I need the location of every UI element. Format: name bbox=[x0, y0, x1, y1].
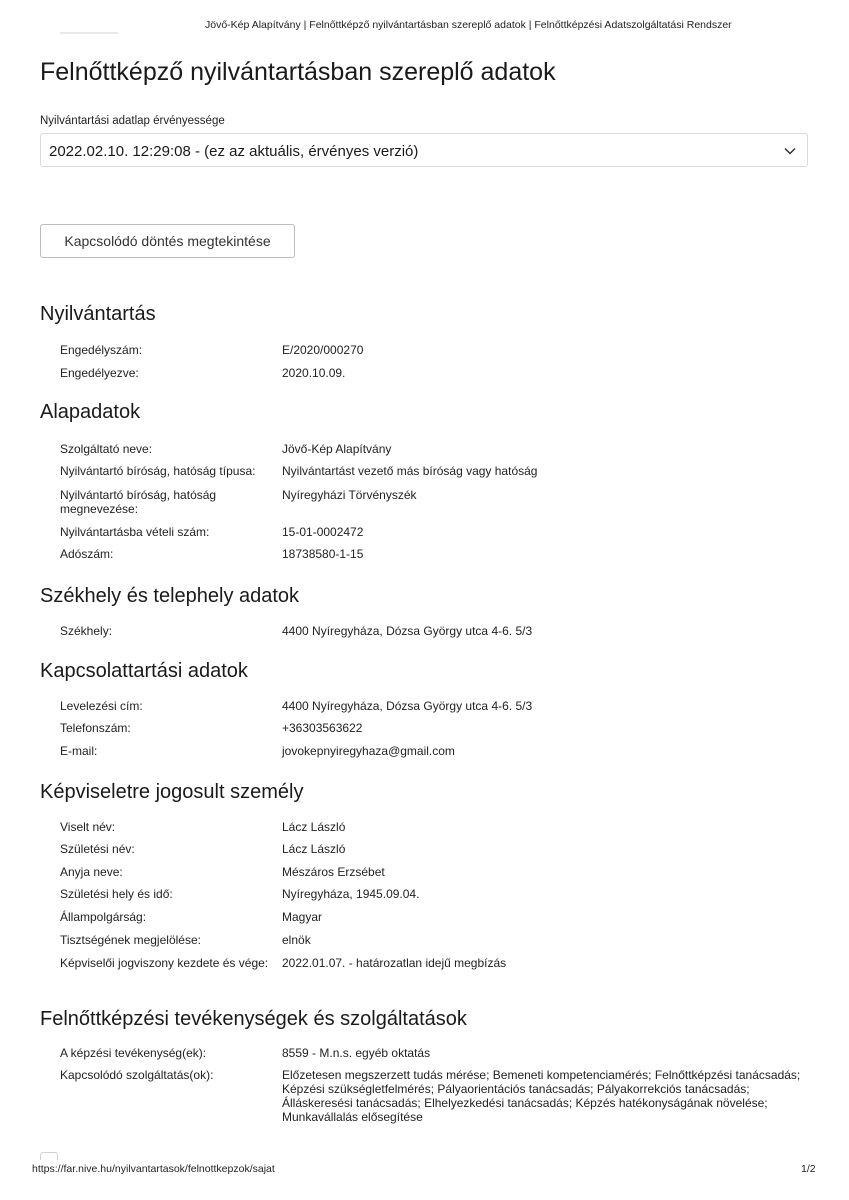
row-label: Levelezési cím: bbox=[60, 699, 143, 713]
row-label: Engedélyezve: bbox=[60, 366, 139, 380]
section-title-seat: Székhely és telephely adatok bbox=[40, 585, 300, 607]
section-title-contact: Kapcsolattartási adatok bbox=[40, 660, 248, 682]
row-label: A képzési tevékenység(ek): bbox=[60, 1046, 207, 1060]
row-value: 4400 Nyíregyháza, Dózsa György utca 4-6. 5/3 bbox=[282, 699, 533, 713]
print-header-text: Jövő-Kép Alapítvány | Felnőttképző nyilvántartásban szereplő adatok | Felnőttképzési Adatszolgáltatási Rendszer bbox=[205, 19, 732, 31]
row-value: Előzetesen megszerzett tudás mérése; Bemeneti kompetenciamérés; Felnőttképzési tanácsadás; Képzési szükségletfelmérés; Pályaorientációs tanácsadás; Pályakorrekciós tanácsadás; Álláskeresési tanácsadás; Elhelyezkedési tanácsadás; Képzés hatékonyságának növelése; Munkavállalás elősegítése bbox=[282, 1068, 801, 1124]
row-label: Telefonszám: bbox=[60, 721, 131, 735]
row-value: 4400 Nyíregyháza, Dózsa György utca 4-6. 5/3 bbox=[282, 624, 533, 638]
row-value: Nyilvántartást vezető más bíróság vagy hatóság bbox=[282, 464, 538, 478]
row-value: 2020.10.09. bbox=[282, 366, 346, 380]
row-label: Nyilvántartásba vételi szám: bbox=[60, 525, 210, 539]
header-smudge bbox=[60, 32, 118, 34]
print-header bbox=[0, 19, 849, 33]
row-label: Anyja neve: bbox=[60, 865, 123, 879]
row-label: Születési név: bbox=[60, 842, 135, 856]
row-label: E-mail: bbox=[60, 744, 98, 758]
footer-page-number: 1/2 bbox=[801, 1163, 816, 1175]
row-label: Kapcsolódó szolgáltatás(ok): bbox=[60, 1068, 214, 1082]
row-value: Jövő-Kép Alapítvány bbox=[282, 442, 392, 456]
row-label: Képviselői jogviszony kezdete és vége: bbox=[60, 956, 269, 970]
footer-url: https://far.nive.hu/nyilvantartasok/felnottkepzok/sajat bbox=[32, 1163, 275, 1175]
section-title-activities: Felnőttképzési tevékenységek és szolgáltatások bbox=[40, 1008, 467, 1030]
row-value: 8559 - M.n.s. egyéb oktatás bbox=[282, 1046, 431, 1060]
row-value: 18738580-1-15 bbox=[282, 547, 364, 561]
page-title: Felnőttképző nyilvántartásban szereplő adatok bbox=[40, 58, 556, 86]
section-title-representative: Képviseletre jogosult személy bbox=[40, 781, 304, 803]
row-label: Nyilvántartó bíróság, hatóság típusa: bbox=[60, 464, 256, 478]
row-value: elnök bbox=[282, 933, 311, 947]
row-label: Születési hely és idő: bbox=[60, 887, 173, 901]
row-value: 15-01-0002472 bbox=[282, 525, 364, 539]
row-value: +36303563622 bbox=[282, 721, 363, 735]
row-value: 2022.01.07. - határozatlan idejű megbízás bbox=[282, 956, 507, 970]
row-label: Állampolgárság: bbox=[60, 910, 147, 924]
section-title-registration: Nyilvántartás bbox=[40, 303, 156, 325]
validity-selected-value: 2022.02.10. 12:29:08 - (ez az aktuális, érvényes verzió) bbox=[49, 143, 419, 160]
row-label: Engedélyszám: bbox=[60, 343, 143, 357]
row-value: Mészáros Erzsébet bbox=[282, 865, 385, 879]
chevron-down-icon bbox=[783, 144, 797, 158]
row-label: Szolgáltató neve: bbox=[60, 442, 153, 456]
row-value: E/2020/000270 bbox=[282, 343, 364, 357]
row-label: Székhely: bbox=[60, 624, 113, 638]
row-label: Nyilvántartó bíróság, hatóság megnevezése: bbox=[60, 488, 217, 516]
row-value: Magyar bbox=[282, 910, 323, 924]
validity-label: Nyilvántartási adatlap érvényessége bbox=[40, 115, 225, 127]
email-link[interactable]: jovokepnyiregyhaza@gmail.com bbox=[282, 744, 455, 758]
section-title-basic: Alapadatok bbox=[40, 401, 141, 423]
row-value: Lácz László bbox=[282, 820, 346, 834]
validity-select[interactable] bbox=[40, 133, 808, 167]
row-value: Nyíregyháza, 1945.09.04. bbox=[282, 887, 420, 901]
row-label: Viselt név: bbox=[60, 820, 116, 834]
view-decision-button[interactable]: Kapcsolódó döntés megtekintése bbox=[40, 224, 295, 258]
row-value: Nyíregyházi Törvényszék bbox=[282, 488, 417, 502]
row-label: Tisztségének megjelölése: bbox=[60, 933, 201, 947]
partial-checkbox[interactable] bbox=[40, 1152, 58, 1160]
row-label: Adószám: bbox=[60, 547, 114, 561]
row-value: Lácz László bbox=[282, 842, 346, 856]
